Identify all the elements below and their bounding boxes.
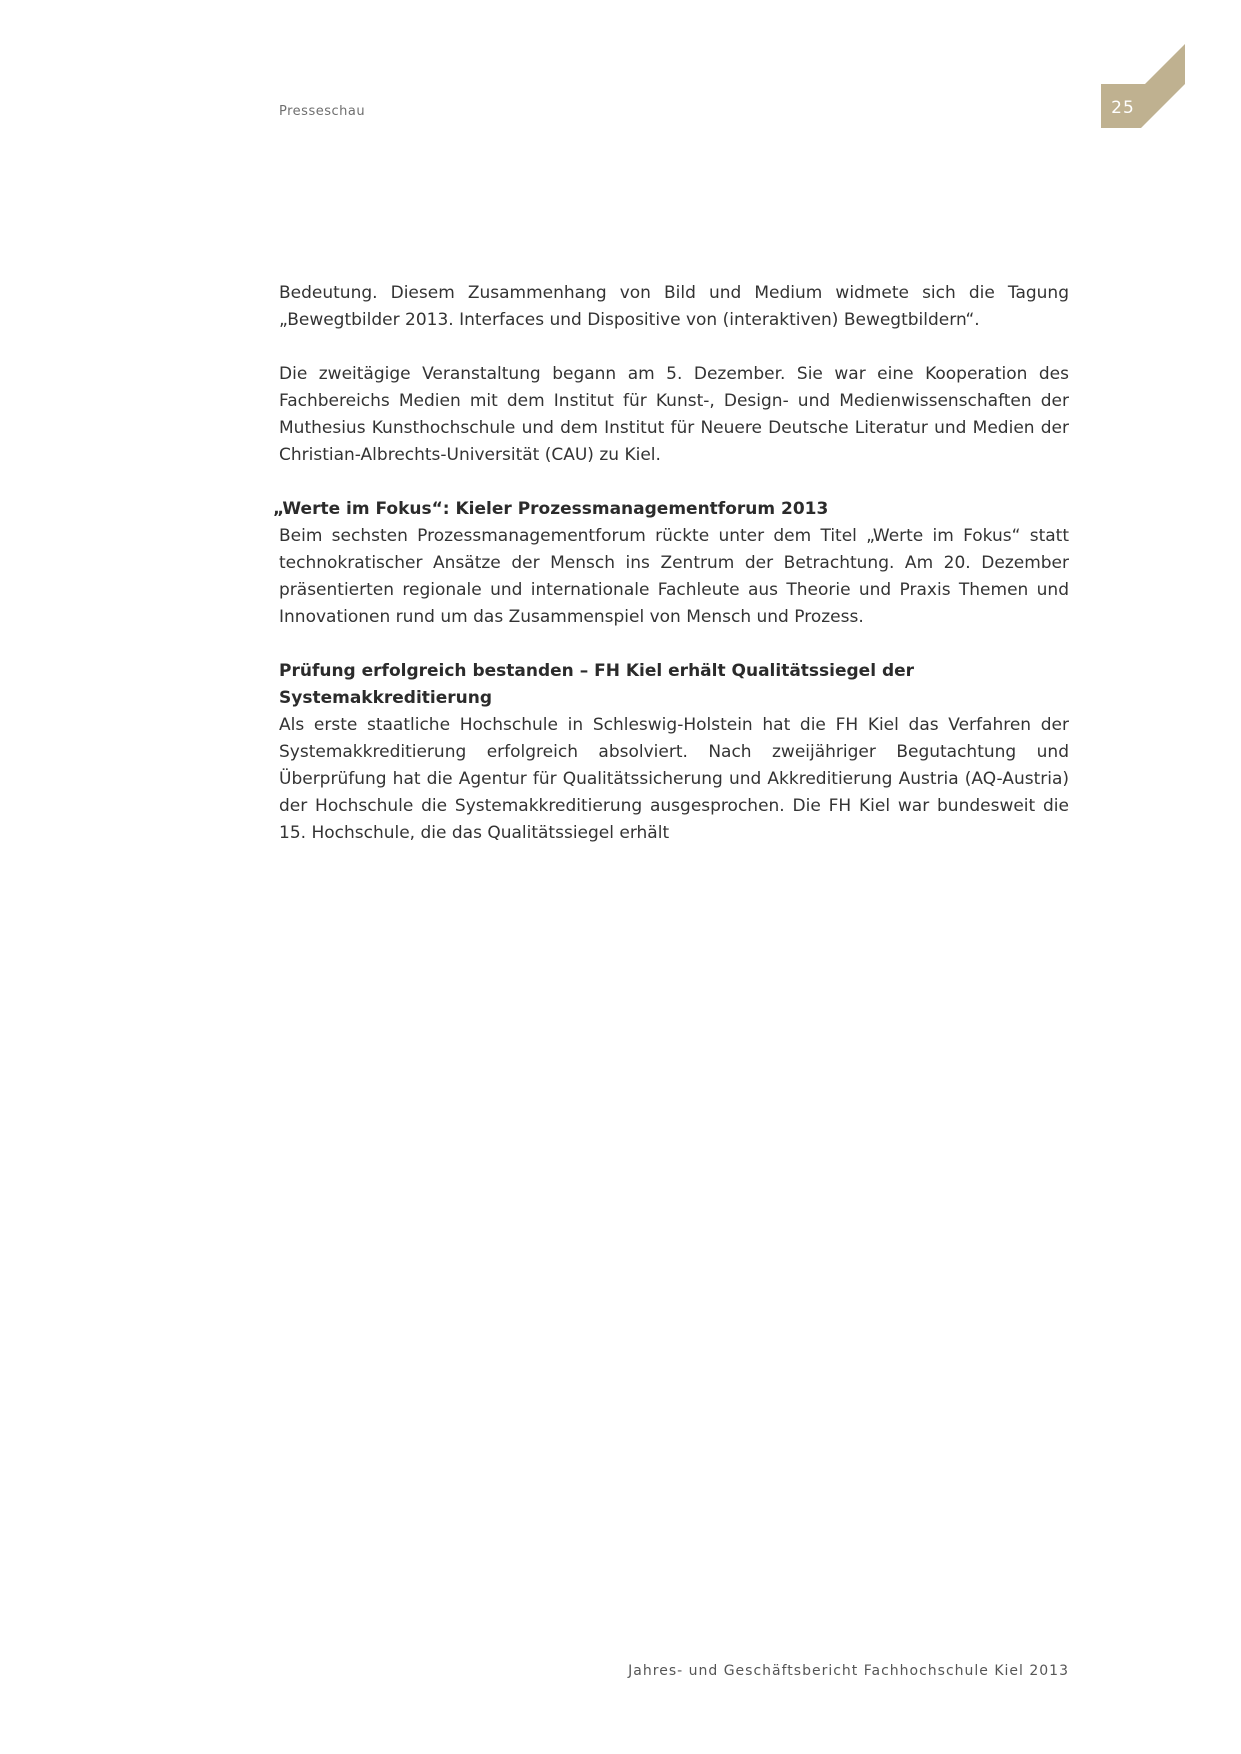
- section-heading-systemakkreditierung: Prüfung erfolgreich bestanden – FH Kiel erhält Qualitätssiegel der Systemakkreditierung: [279, 661, 915, 708]
- section-body-systemakkreditierung: Als erste staatliche Hochschule in Schleswig-Holstein hat die FH Kiel das Verfahren der Systemakkreditierung erfolgreich absolviert. Nach zweijähriger Begutachtung und Überprüfung hat die Agentur für Qualitätssicherung und Akkreditierung Austria (AQ-Austria) der Hochschule die Systemakkreditierung ausgesprochen. Die FH Kiel war bundesweit die 15. Hochschule, die das Qualitätssiegel erhält: [279, 715, 1069, 843]
- running-header: Presseschau: [279, 104, 366, 119]
- section-body-prozessmanagementforum: Beim sechsten Prozessmanagementforum rückte unter dem Titel „Werte im Fokus“ statt technokratischer Ansätze der Mensch ins Zentrum der Betrachtung. Am 20. Dezember präsentierten regionale und internationale Fachleute aus Theorie und Praxis Themen und Innovationen rund um das Zusammenspiel von Mensch und Prozess.: [279, 526, 1069, 627]
- footer-publication-title: Jahres- und Geschäftsbericht Fachhochschule Kiel 2013: [628, 1663, 1069, 1679]
- paragraph-intro-1: Bedeutung. Diesem Zusammenhang von Bild und Medium widmete sich die Tagung „Bewegtbilder 2013. Interfaces und Dispositive von (interaktiven) Bewegtbildern“.: [279, 283, 1069, 330]
- page-number: 25: [1111, 98, 1135, 118]
- section-heading-prozessmanagementforum: „Werte im Fokus“: Kieler Prozessmanagementforum 2013: [273, 499, 829, 519]
- paragraph-intro-2: Die zweitägige Veranstaltung begann am 5. Dezember. Sie war eine Kooperation des Fachbereichs Medien mit dem Institut für Kunst-, Design- und Medienwissenschaften der Muthesius Kunsthochschule und dem Institut für Neuere Deutsche Literatur und Medien der Christian-Albrechts-Universität (CAU) zu Kiel.: [279, 364, 1069, 465]
- article-body: [273, 280, 1069, 847]
